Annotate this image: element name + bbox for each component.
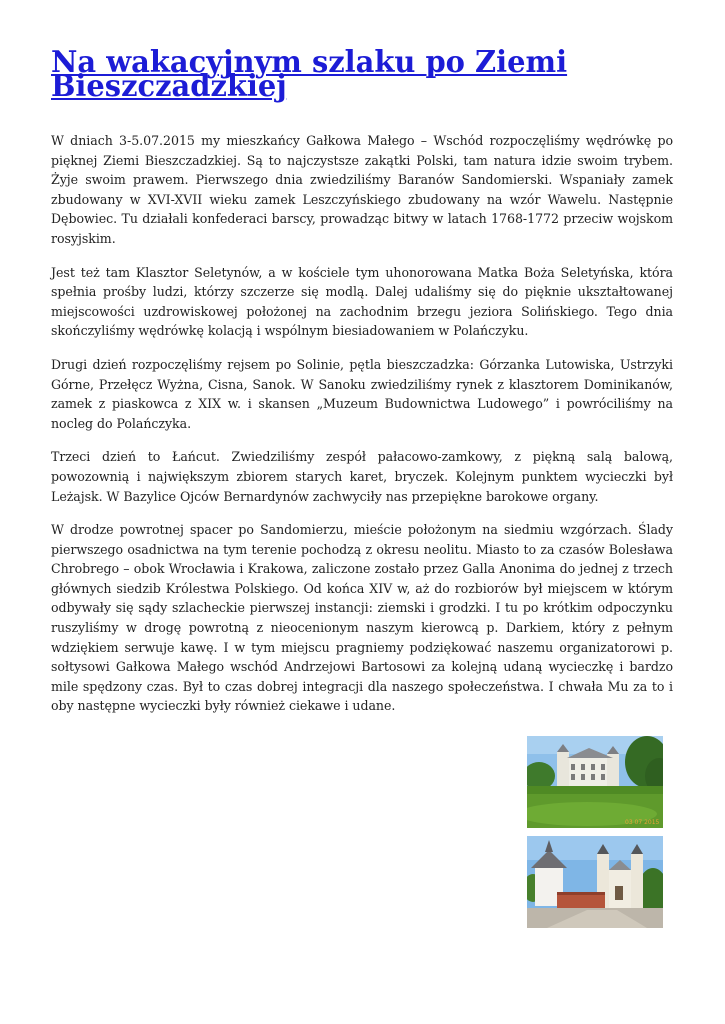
paragraph-1: W dniach 3-5.07.2015 my mieszkańcy Gałkowa Małego – Wschód rozpoczęliśmy wędrówkę po pięknej Ziemi Bieszczadzkiej. Są to najczystsze zakątki Polski, tam natura idzie swoim trybem. Żyje swoim prawem. Pierwszego dnia zwiedziliśmy Baranów Sandomierski. Wspaniały zamek zbudowany w XVI-XVII wieku zamek Leszczyńskiego zbudowany na wzór Wawelu. Następnie Dębowiec. Tu działali konfederaci barscy, prowadząc bitwy w latach 1768-1772 przeciw wojskom rosyjskim. [51, 133, 673, 246]
article-body [51, 131, 673, 730]
paragraph-2: Jest też tam Klasztor Seletynów, a w kościele tym uhonorowana Matka Boża Seletyńska, która spełnia prośby ludzi, którzy szczerze się modlą. Dalej udaliśmy się do pięknie ukształtowanej miejscowości uzdrowiskowej położonej na zachodnim brzegu jeziora Solińskiego. Tego dnia skończyliśmy wędrówkę kolacją i wspólnym biesiadowaniem w Polańczyku. [51, 264, 673, 339]
photo-date-stamp: 03 07 2015 [625, 819, 660, 826]
paragraph-3: Drugi dzień rozpoczęliśmy rejsem po Solinie, pętla bieszczadzka: Górzanka Lutowiska, Ustrzyki Górne, Przełęcz Wyżna, Cisna, Sanok. W Sanoku zwiedziliśmy rynek z klasztorem Dominikanów, zamek z piaskowca z XIX w. i skansen „Muzeum Budownictwa Ludowego” i powróciliśmy na nocleg do Polańczyka. [51, 356, 673, 431]
photo-castle-park[interactable] [527, 736, 663, 828]
article-title[interactable]: Na wakacyjnym szlaku po Ziemi Bieszczadzkiej [51, 44, 568, 103]
paragraph-5: W drodze powrotnej spacer po Sandomierzu, mieście położonym na siedmiu wzgórzach. Ślady pierwszego osadnictwa na tym terenie pochodzą z okresu neolitu. Miasto to za czasów Bolesława Chrobrego – obok Wrocławia i Krakowa, zaliczone zostało przez Galla Anonima do jednej z trzech głównych siedzib Królestwa Polskiego. Od końca XIV w, aż do rozbiorów był miejscem w którym odbywały się sądy szlacheckie pierwszej instancji: ziemski i grodzki. I tu po krótkim odpoczynku ruszyliśmy w drogę powrotną z nieocenionym naszym kierowcą p. Darkiem, który z pełnym wdziękiem serwuje kawę. I w tym miejscu pragniemy podziękować naszemu organizatorowi p. sołtysowi Gałkowa Małego wschód Andrzejowi Bartosowi za kolejną udaną wycieczkę i bardzo mile spędzony czas. Był to czas dobrej integracji dla naszego społeczeństwa. I chwała Mu za to i oby następne wycieczki były również ciekawe i udane. [51, 522, 673, 714]
paragraph-4: Trzeci dzień to Łańcut. Zwiedziliśmy zespół pałacowo-zamkowy, z piękną salą balową, powozownią i największym zbiorem starych karet, bryczek. Kolejnym punktem wycieczki był Leżajsk. W Bazylice Ojców Bernardynów zachwyciły nas przepiękne barokowe organy. [51, 449, 673, 504]
photo-monastery[interactable] [527, 836, 663, 928]
